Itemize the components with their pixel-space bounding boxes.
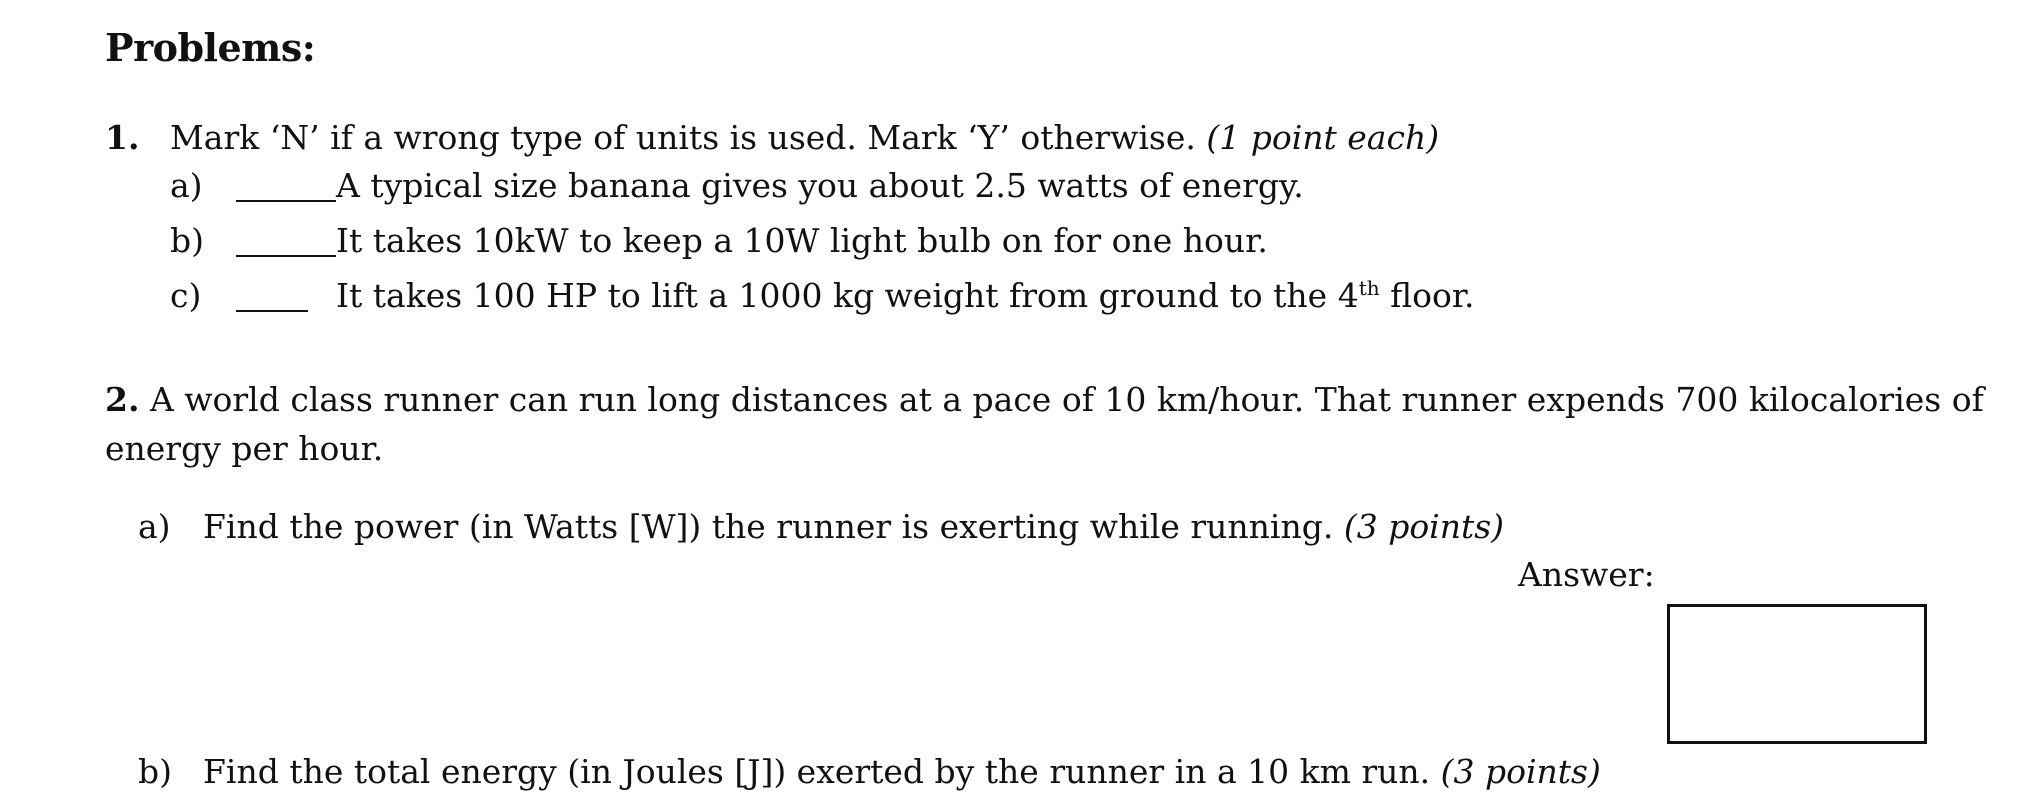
problem-2-prompt-line1: A world class runner can run long distances at a pace of 10 km/hour. That runner expends 700 kilocalories of — [149, 380, 1984, 419]
item-1b-label: b) — [170, 221, 204, 260]
problem-2-prompt-line2: energy per hour. — [105, 429, 384, 468]
part-2a-points: (3 points) — [1343, 507, 1505, 546]
item-1a-text: A typical size banana gives you about 2.5 watts of energy. — [336, 166, 1304, 205]
part-2b-question — [203, 752, 1601, 792]
item-1c-text-main: It takes 100 HP to lift a 1000 kg weight from ground to the 4 — [336, 276, 1359, 315]
part-2a-text: Find the power (in Watts [W]) the runner is exerting while running. — [203, 507, 1334, 546]
item-1c-answer-blank[interactable] — [236, 280, 308, 316]
item-1c-label: c) — [170, 276, 202, 315]
item-1a-answer-blank[interactable] — [236, 170, 336, 206]
problem-2-number: 2. — [105, 380, 140, 419]
problem-1-prompt-text: Mark ‘N’ if a wrong type of units is used. Mark ‘Y’ otherwise. — [170, 118, 1196, 157]
item-1b-answer-blank[interactable] — [236, 225, 336, 261]
answer-label: Answer: — [1518, 555, 1655, 594]
problem-1-points: (1 point each) — [1206, 118, 1440, 157]
part-2a-question — [203, 507, 1504, 547]
problem-1-prompt — [170, 118, 1439, 158]
page-title: Problems: — [105, 25, 316, 70]
part-2b-label: b) — [138, 752, 172, 791]
item-1a-label: a) — [170, 166, 203, 205]
item-1c-text-end: floor. — [1379, 276, 1475, 315]
part-2a-label: a) — [138, 507, 171, 546]
item-1c-superscript: th — [1358, 276, 1380, 300]
item-1c-text — [336, 276, 1475, 316]
problem-1-number: 1. — [105, 118, 140, 157]
problem-2-line-1 — [105, 380, 1984, 420]
answer-box[interactable] — [1667, 604, 1927, 744]
part-2b-text: Find the total energy (in Joules [J]) exerted by the runner in a 10 km run. — [203, 752, 1431, 791]
part-2b-points: (3 points) — [1440, 752, 1601, 791]
item-1b-text: It takes 10kW to keep a 10W light bulb on for one hour. — [336, 221, 1268, 260]
